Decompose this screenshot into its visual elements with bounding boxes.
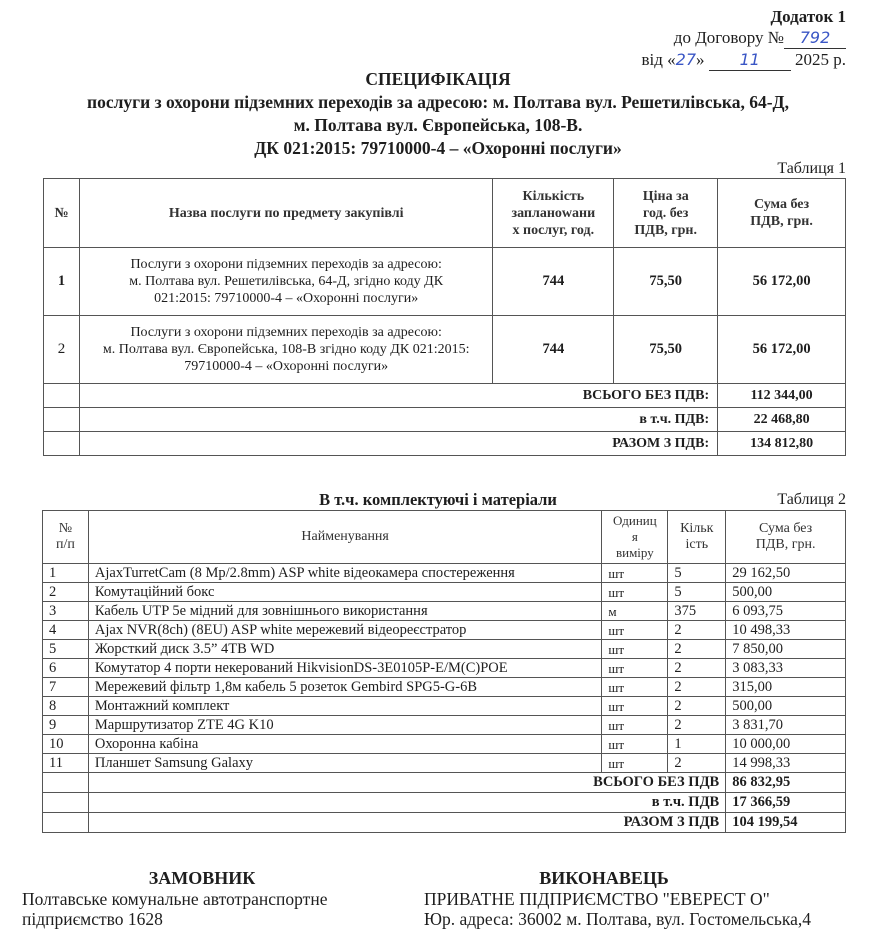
cell-num: 1 (43, 564, 89, 583)
total-row-no-vat (44, 384, 846, 408)
contractor-line-2: Юр. адреса: 36002 м. Полтава, вул. Гостомельська,4 (424, 909, 812, 929)
cell-sum: 500,00 (726, 697, 846, 716)
col-header-qty (493, 179, 614, 248)
header-line: Одиниц (613, 513, 657, 528)
header-line: запланowани (511, 205, 596, 221)
name-line: 79710000-4 – «Охоронні послуги» (184, 359, 389, 374)
cell-unit: шт (602, 754, 668, 773)
cell-num: 10 (43, 735, 89, 754)
header-line: х послуг, год. (512, 222, 595, 238)
table-row (43, 602, 846, 621)
cell-name: Маршрутизатор ZTE 4G K10 (88, 716, 602, 735)
empty-cell (44, 432, 80, 456)
header-line: Ціна за (642, 188, 689, 204)
total-label: ВСЬОГО БЕЗ ПДВ (88, 773, 725, 793)
cell-num: 8 (43, 697, 89, 716)
services-table (43, 178, 846, 456)
table-row (43, 678, 846, 697)
header-line: ПДВ, грн. (634, 222, 697, 238)
total-row-vat (44, 408, 846, 432)
col-header-qty (668, 511, 726, 564)
empty-cell (44, 408, 80, 432)
customer-line-1: Полтавське комунальне автотранспортне (22, 889, 328, 909)
header-line: п/п (56, 537, 75, 552)
customer-title: ЗАМОВНИК (148, 868, 256, 888)
col-header-unit (602, 511, 668, 564)
materials-table-body (43, 564, 846, 773)
empty-cell (43, 813, 89, 833)
cell-qty: 375 (668, 602, 726, 621)
annex-title: Додаток 1 (770, 7, 846, 26)
customer-line-2: підприємство 1628 (22, 909, 163, 929)
cell-qty: 2 (668, 697, 726, 716)
table1-label: Таблиця 1 (777, 160, 846, 177)
cell-qty: 2 (668, 640, 726, 659)
cell-sum: 315,00 (726, 678, 846, 697)
cell-num: 4 (43, 621, 89, 640)
cell-qty: 2 (668, 659, 726, 678)
cell-name: Ajax NVR(8ch) (8EU) ASP white мережевий відеореєстратор (88, 621, 602, 640)
total-value: 22 468,80 (718, 408, 846, 432)
contractor-block (424, 868, 876, 929)
date-year: 2025 р. (795, 50, 846, 69)
cell-qty: 1 (668, 735, 726, 754)
cell-sum: 29 162,50 (726, 564, 846, 583)
contract-prefix: до Договору № (673, 28, 784, 47)
document-title (0, 68, 876, 160)
cell-num: 5 (43, 640, 89, 659)
cell-unit: шт (602, 697, 668, 716)
cell-sum: 10 498,33 (726, 621, 846, 640)
cell-sum: 3 083,33 (726, 659, 846, 678)
table-header-row (43, 511, 846, 564)
table-row (43, 697, 846, 716)
cell-unit: шт (602, 640, 668, 659)
total-label: РАЗОМ З ПДВ (88, 813, 725, 833)
table-row (43, 583, 846, 602)
cell-sum: 14 998,33 (726, 754, 846, 773)
contract-ref (641, 27, 846, 49)
cell-unit: м (602, 602, 668, 621)
col-header-sum (726, 511, 846, 564)
cell-sum: 7 850,00 (726, 640, 846, 659)
table-row (43, 564, 846, 583)
contractor-line-1: ПРИВАТНЕ ПІДПРИЄМСТВО "ЕВЕРЕСТ О" (424, 889, 770, 909)
table-row (43, 716, 846, 735)
header-line: Сума без (759, 521, 813, 536)
cell-qty: 2 (668, 716, 726, 735)
annex-header (641, 6, 846, 71)
cell-sum: 500,00 (726, 583, 846, 602)
header-line: виміру (615, 545, 654, 560)
cell-num: 2 (44, 316, 80, 384)
total-row-no-vat (43, 773, 846, 793)
table-row (43, 640, 846, 659)
cell-name: Планшет Samsung Galaxy (88, 754, 602, 773)
total-label: ВСЬОГО БЕЗ ПДВ: (79, 384, 717, 408)
table-row (43, 735, 846, 754)
cell-name: Кабель UTP 5e мідний для зовнішнього використання (88, 602, 602, 621)
cell-price: 75,50 (614, 316, 718, 384)
cell-qty: 5 (668, 564, 726, 583)
name-line: Послуги з охорони підземних переходів за адресою: (130, 257, 442, 272)
name-line: м. Полтава вул. Решетилівська, 64-Д, згідно коду ДК (129, 274, 444, 289)
header-line: я (631, 529, 638, 544)
cell-num: 1 (44, 248, 80, 316)
cell-unit: шт (602, 659, 668, 678)
total-label: в т.ч. ПДВ (88, 793, 725, 813)
cell-price: 75,50 (614, 248, 718, 316)
cell-qty: 5 (668, 583, 726, 602)
col-header-num (43, 511, 89, 564)
contract-number-field (784, 27, 846, 49)
table2-caption: В т.ч. комплектуючі і матеріали (319, 490, 557, 509)
col-header-price (614, 179, 718, 248)
cell-name: Монтажний комплект (88, 697, 602, 716)
date-month: 11 (739, 50, 760, 69)
col-header-name: Найменування (88, 511, 602, 564)
table-row (43, 754, 846, 773)
title-line-2: м. Полтава вул. Європейська, 108-В. (293, 115, 583, 135)
header-line: ість (685, 537, 709, 552)
table-header-row (44, 179, 846, 248)
customer-block (22, 868, 382, 929)
cell-name: AjaxTurretCam (8 Mp/2.8mm) ASP white відеокамера спостереження (88, 564, 602, 583)
contractor-title: ВИКОНАВЕЦЬ (539, 868, 669, 888)
total-value: 86 832,95 (726, 773, 846, 793)
date-mid: » (696, 50, 705, 69)
cell-num: 11 (43, 754, 89, 773)
header-line: № (58, 521, 73, 536)
cell-qty: 2 (668, 754, 726, 773)
total-value: 104 199,54 (726, 813, 846, 833)
cell-num: 3 (43, 602, 89, 621)
empty-cell (44, 384, 80, 408)
cell-sum: 3 831,70 (726, 716, 846, 735)
cell-unit: шт (602, 716, 668, 735)
total-label: РАЗОМ З ПДВ: (79, 432, 717, 456)
cell-name: Комутаційний бокс (88, 583, 602, 602)
total-row-with-vat (44, 432, 846, 456)
col-header-sum (718, 179, 846, 248)
cell-name: Охоронна кабіна (88, 735, 602, 754)
date-prefix: від « (641, 50, 676, 69)
total-row-vat (43, 793, 846, 813)
cell-unit: шт (602, 583, 668, 602)
title-line-3: ДК 021:2015: 79710000-4 – «Охоронні послуги» (254, 138, 622, 158)
name-line: 021:2015: 79710000-4 – «Охоронні послуги» (154, 291, 419, 306)
cell-num: 6 (43, 659, 89, 678)
cell-sum: 56 172,00 (718, 248, 846, 316)
cell-qty: 744 (493, 316, 614, 384)
cell-sum: 56 172,00 (718, 316, 846, 384)
cell-sum: 10 000,00 (726, 735, 846, 754)
contract-number: 792 (799, 28, 831, 47)
date-day: 27 (675, 50, 696, 69)
col-header-name: Назва послуги по предмету закупівлі (79, 179, 492, 248)
header-line: Кількість (522, 188, 585, 204)
title-line-1: послуги з охорони підземних переходів за адресою: м. Полтава вул. Решетилівська, 64-Д, (87, 92, 789, 112)
cell-name: Комутатор 4 порти некерований HikvisionDS-3E0105P-E/M(C)POE (88, 659, 602, 678)
header-line: ПДВ, грн. (755, 537, 816, 552)
cell-unit: шт (602, 735, 668, 754)
cell-name: Мережевий фільтр 1,8м кабель 5 розеток Gembird SPG5-G-6B (88, 678, 602, 697)
header-line: Сума без (753, 197, 810, 212)
table-row (44, 316, 846, 384)
table-row (43, 621, 846, 640)
cell-num: 2 (43, 583, 89, 602)
cell-name (79, 248, 492, 316)
cell-unit: шт (602, 678, 668, 697)
header-line: год. без (643, 205, 689, 221)
name-line: м. Полтава вул. Європейська, 108-В згідно коду ДК 021:2015: (102, 342, 470, 357)
cell-num: 9 (43, 716, 89, 735)
cell-sum: 6 093,75 (726, 602, 846, 621)
materials-table (42, 510, 846, 833)
total-row-with-vat (43, 813, 846, 833)
total-label: в т.ч. ПДВ: (79, 408, 717, 432)
empty-cell (43, 773, 89, 793)
total-value: 112 344,00 (718, 384, 846, 408)
total-value: 17 366,59 (726, 793, 846, 813)
title-main: СПЕЦИФІКАЦІЯ (365, 69, 511, 89)
cell-qty: 2 (668, 621, 726, 640)
col-header-num: № (44, 179, 80, 248)
cell-num: 7 (43, 678, 89, 697)
table-row (44, 248, 846, 316)
header-line: Кільк (680, 521, 714, 536)
cell-name: Жорсткий диск 3.5” 4TB WD (88, 640, 602, 659)
table-row (43, 659, 846, 678)
cell-name (79, 316, 492, 384)
total-value: 134 812,80 (718, 432, 846, 456)
cell-unit: шт (602, 621, 668, 640)
cell-unit: шт (602, 564, 668, 583)
empty-cell (43, 793, 89, 813)
cell-qty: 2 (668, 678, 726, 697)
header-line: ПДВ, грн. (750, 214, 813, 229)
name-line: Послуги з охорони підземних переходів за адресою: (130, 325, 442, 340)
cell-qty: 744 (493, 248, 614, 316)
table2-label: Таблиця 2 (777, 491, 846, 508)
